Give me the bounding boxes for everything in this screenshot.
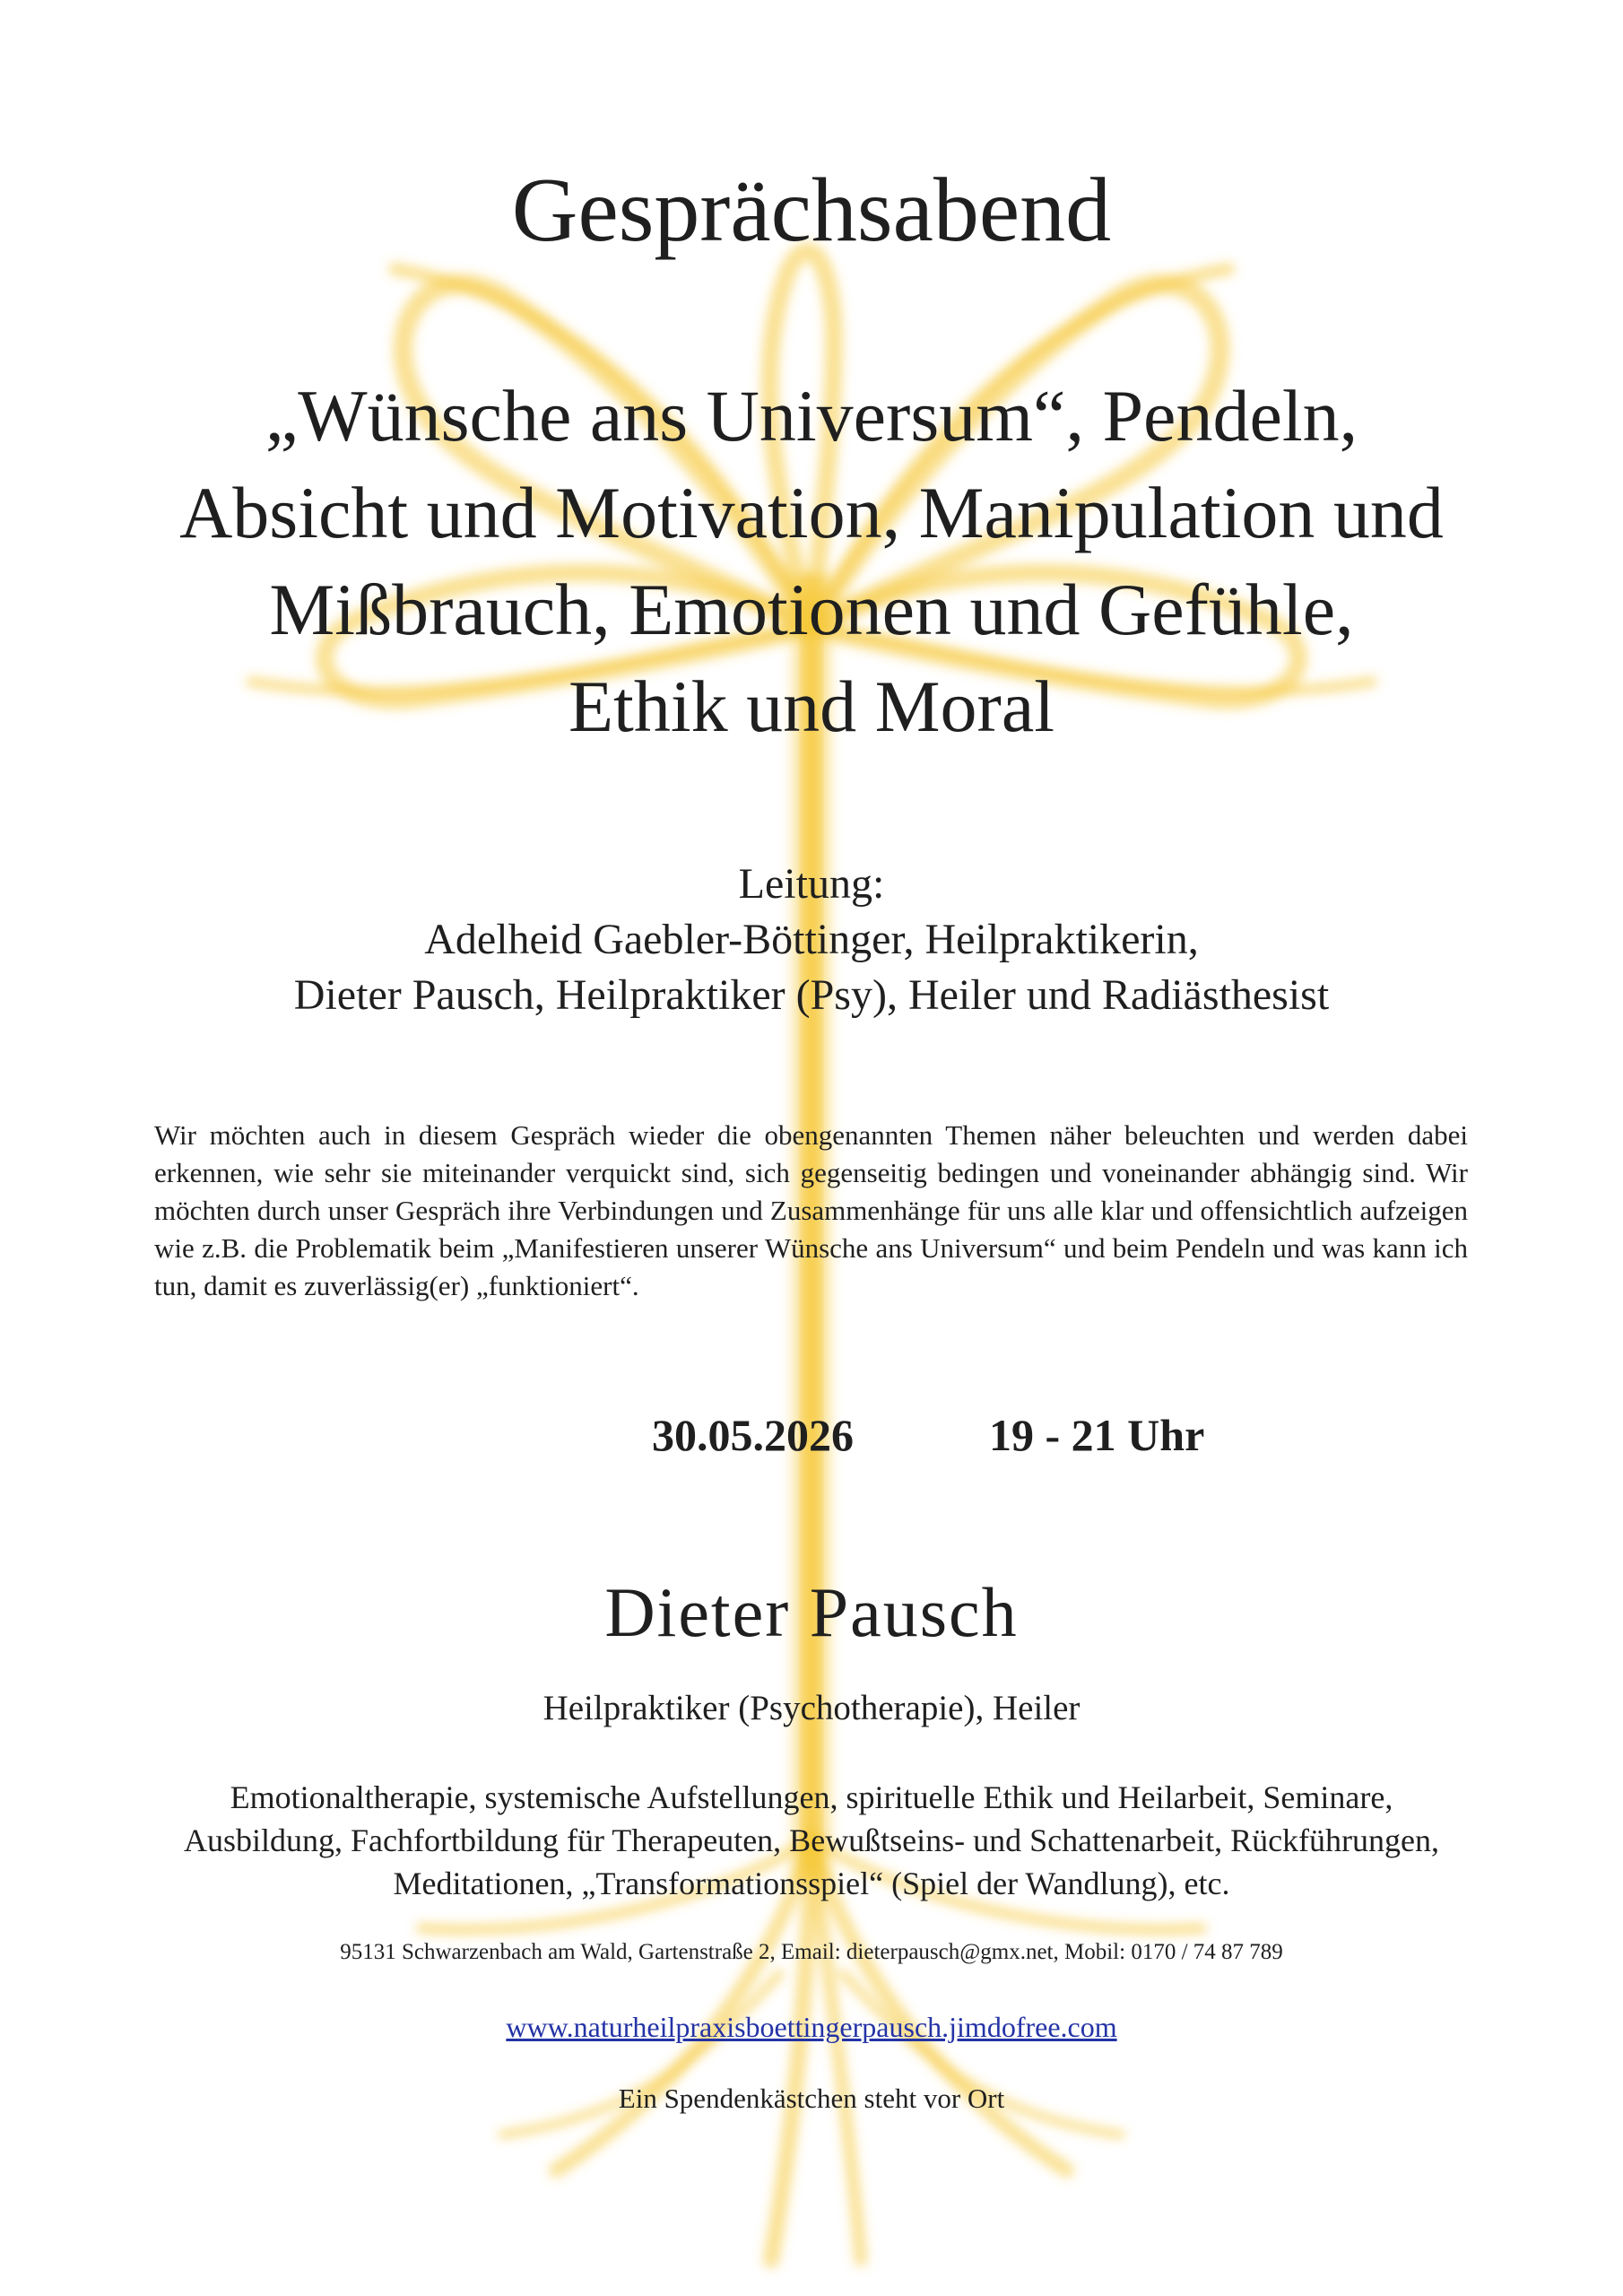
website-link[interactable]: www.naturheilpraxisboettingerpausch.jimdofree.com [506, 2011, 1117, 2043]
contact-address: 95131 Schwarzenbach am Wald, Gartenstraße 2, Email: dieterpausch@gmx.net, Mobil: 0170 / 74 87 789 [340, 1940, 1283, 1964]
description-paragraph: Wir möchten auch in diesem Gespräch wieder die obengenannten Themen näher beleuchten und werden dabei erkennen, wie sehr sie miteinander verquickt sind, sich gegenseitig bedingen und voneinander abhängig sind. Wir möchten durch unser Gespräch ihre Verbindungen und Zusammenhänge für uns alle klar und offensichtlich aufzeigen wie z.B. die Problematik beim „Manifestieren unserer Wünsche ans Universum“ und beim Pendeln und was kann ich tun, damit es zuverlässig(er) „funktioniert“. [154, 1119, 1468, 1301]
leitung-label: Leitung: [738, 860, 885, 908]
leitung-person: Dieter Pausch, Heilpraktiker (Psy), Heiler und Radiästhesist [293, 971, 1330, 1019]
topics-line: Absicht und Motivation, Manipulation und [179, 472, 1444, 553]
services-line: Emotionaltherapie, systemische Aufstellungen, spirituelle Ethik und Heilarbeit, Seminare, [230, 1779, 1393, 1815]
contact-profession: Heilpraktiker (Psychotherapie), Heiler [542, 1689, 1081, 1727]
website-row [0, 2009, 1623, 2045]
services-line: Meditationen, „Transformationsspiel“ (Spiel der Wandlung), etc. [393, 1866, 1230, 1901]
donation-note: Ein Spendenkästchen steht vor Ort [618, 2083, 1005, 2114]
topics-heading [0, 368, 1623, 755]
topics-line: Mißbrauch, Emotionen und Gefühle, [269, 569, 1354, 650]
services-line: Ausbildung, Fachfortbildung für Therapeuten, Bewußtseins- und Schattenarbeit, Rückführungen, [183, 1822, 1440, 1858]
topics-line: Ethik und Moral [568, 665, 1055, 747]
contact-name: Dieter Pausch [604, 1573, 1019, 1651]
leitung-block [0, 857, 1623, 1023]
services-list [0, 1776, 1623, 1905]
event-date: 30.05.2026 [652, 1410, 854, 1460]
page-title: Gesprächsabend [511, 160, 1112, 261]
event-time: 19 - 21 Uhr [989, 1410, 1205, 1460]
topics-line: „Wünsche ans Universum“, Pendeln, [265, 375, 1358, 457]
leitung-person: Adelheid Gaebler-Böttinger, Heilpraktikerin, [424, 916, 1199, 963]
